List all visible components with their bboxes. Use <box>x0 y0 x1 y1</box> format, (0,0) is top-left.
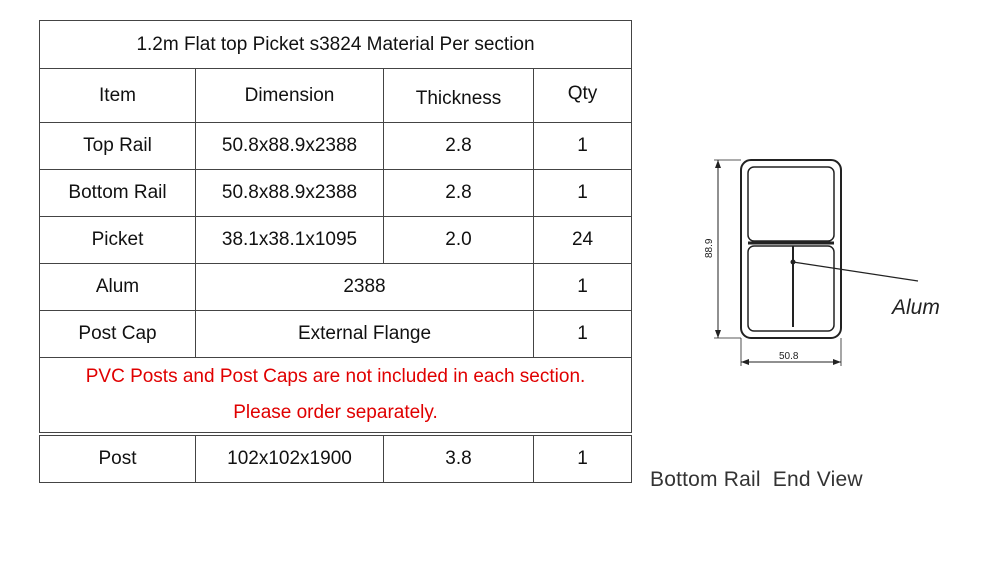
rail-outer-profile <box>741 160 841 338</box>
table-title-row <box>40 21 632 69</box>
cell-thickness: 3.8 <box>384 436 534 483</box>
rail-lower-chamber <box>748 246 834 331</box>
cell-dimension: 102x102x1900 <box>196 436 384 483</box>
cell-item: Post <box>40 436 196 483</box>
header-qty: Qty <box>534 69 632 123</box>
bottom-rail-end-view-diagram <box>690 140 980 380</box>
cell-item: Bottom Rail <box>40 170 196 217</box>
callout-leader <box>793 262 918 281</box>
material-table-container <box>39 20 631 483</box>
header-dimension: Dimension <box>196 69 384 123</box>
cell-qty: 24 <box>534 217 632 264</box>
table-row <box>40 123 632 170</box>
table-title: 1.2m Flat top Picket s3824 Material Per section <box>40 21 632 69</box>
table-row <box>40 170 632 217</box>
height-label: 88.9 <box>704 238 715 258</box>
cell-item: Alum <box>40 264 196 311</box>
width-label: 50.8 <box>779 351 799 362</box>
cell-qty: 1 <box>534 170 632 217</box>
cell-dimension: 50.8x88.9x2388 <box>196 170 384 217</box>
note-row <box>40 358 632 433</box>
header-thickness: Thickness <box>384 69 534 123</box>
table-row <box>40 436 632 483</box>
cell-thickness: 2.8 <box>384 170 534 217</box>
cell-qty: 1 <box>534 436 632 483</box>
note-line-2: Please order separately. <box>233 402 438 423</box>
cell-qty: 1 <box>534 264 632 311</box>
height-arrow-top <box>715 160 721 168</box>
cell-thickness: 2.0 <box>384 217 534 264</box>
note-line-1: PVC Posts and Post Caps are not included in each section. <box>85 366 586 387</box>
rail-upper-chamber <box>748 167 834 241</box>
cell-thickness: 2.8 <box>384 123 534 170</box>
table-row <box>40 217 632 264</box>
cell-qty: 1 <box>534 311 632 358</box>
width-arrow-left <box>741 359 749 365</box>
cell-dimension: 38.1x38.1x1095 <box>196 217 384 264</box>
height-arrow-bottom <box>715 330 721 338</box>
cell-item: Post Cap <box>40 311 196 358</box>
note-cell <box>40 358 632 433</box>
post-table <box>39 435 632 483</box>
cell-dimension: 50.8x88.9x2388 <box>196 123 384 170</box>
cell-dimension-merged: External Flange <box>196 311 534 358</box>
cell-item: Top Rail <box>40 123 196 170</box>
table-row <box>40 311 632 358</box>
callout-label: Alum <box>892 296 940 319</box>
cell-qty: 1 <box>534 123 632 170</box>
table-row <box>40 264 632 311</box>
cell-item: Picket <box>40 217 196 264</box>
cell-dimension-merged: 2388 <box>196 264 534 311</box>
diagram-caption: Bottom Rail End View <box>650 468 863 491</box>
table-header-row <box>40 69 632 123</box>
material-table <box>39 20 632 433</box>
width-arrow-right <box>833 359 841 365</box>
header-item: Item <box>40 69 196 123</box>
